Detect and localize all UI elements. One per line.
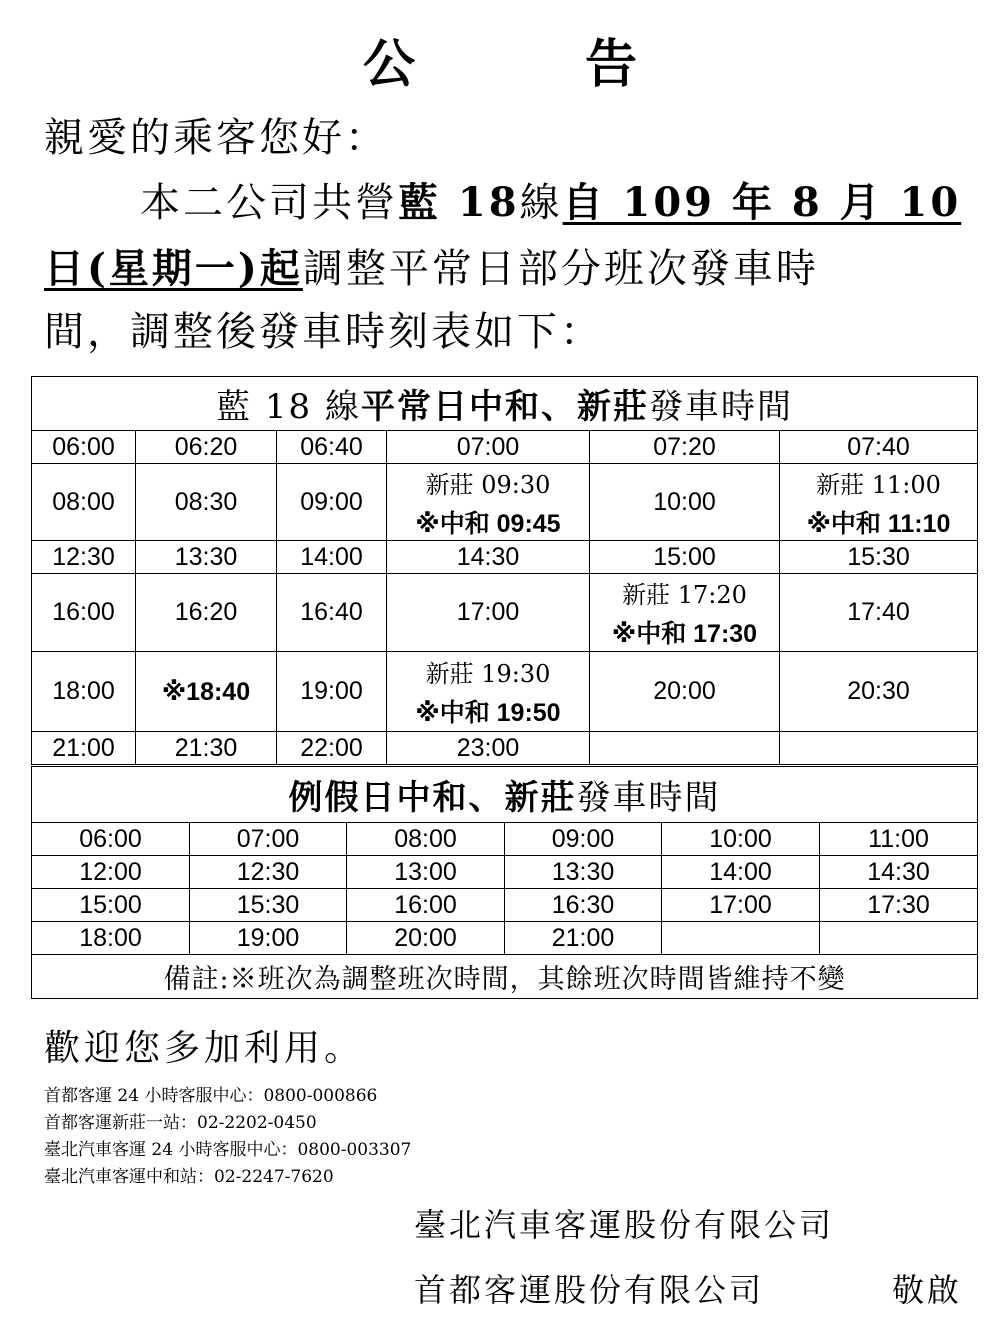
effective-date: 自 109 年 8 月 10 <box>562 179 962 226</box>
adjusted-time: ※中和 09:45 <box>415 509 561 538</box>
time-cell <box>32 541 136 574</box>
heading-bold: 例假日中和、新莊 <box>288 778 577 818</box>
time-value: 21:30 <box>174 733 238 762</box>
time-value: 20:30 <box>847 677 910 705</box>
time-value: 17:30 <box>867 890 930 919</box>
time-cell <box>32 464 136 541</box>
contact-line: 臺北汽車客運 24 小時客服中心：0800-003307 <box>44 1140 412 1160</box>
time-cell <box>780 652 978 732</box>
time-value: 13:00 <box>394 857 457 886</box>
time-value: 07:20 <box>653 432 716 461</box>
time-value: 06:00 <box>52 432 115 461</box>
time-cell <box>347 823 505 856</box>
time-value: 21:00 <box>52 733 115 762</box>
holiday-heading <box>32 767 978 823</box>
time-cell <box>780 732 978 765</box>
time-value: 08:30 <box>174 487 238 516</box>
time-cell <box>347 922 505 955</box>
depart-time-xinzhuang: 新莊 19:30 <box>425 660 551 688</box>
table-row <box>32 889 978 922</box>
time-cell <box>32 823 190 856</box>
time-cell <box>32 732 136 765</box>
time-cell <box>136 464 277 541</box>
time-value: 06:40 <box>300 432 363 461</box>
title-char-2: 告 <box>585 34 638 95</box>
table-row <box>32 431 978 464</box>
time-cell <box>505 823 662 856</box>
time-cell <box>32 889 190 922</box>
time-cell <box>387 652 590 732</box>
time-cell <box>277 652 387 732</box>
time-value: 06:00 <box>79 824 142 853</box>
time-cell <box>387 574 590 652</box>
time-cell <box>505 856 662 889</box>
weekday-timetable <box>31 376 978 765</box>
time-cell <box>32 922 190 955</box>
time-value: 19:00 <box>300 677 363 705</box>
time-cell <box>820 922 978 955</box>
time-value: 23:00 <box>456 733 520 762</box>
notice-title <box>0 22 1000 97</box>
time-value: 20:00 <box>394 923 457 952</box>
time-cell <box>780 574 978 652</box>
time-cell <box>277 464 387 541</box>
time-value: 22:00 <box>300 733 363 762</box>
note-text: 備註:※班次為調整班次時間，其餘班次時間皆維持不變 <box>163 964 846 995</box>
time-cell <box>32 431 136 464</box>
time-value: 07:00 <box>456 432 520 461</box>
time-value: 16:20 <box>174 598 238 626</box>
body-line-4: 間，調整後發車時刻表如下： <box>44 309 603 355</box>
time-value: 13:30 <box>174 542 238 571</box>
time-cell <box>505 922 662 955</box>
time-cell <box>136 431 277 464</box>
table-row <box>32 732 978 765</box>
time-value: 07:40 <box>847 432 910 461</box>
time-cell <box>820 889 978 922</box>
time-value: 12:00 <box>79 857 142 886</box>
body-line-2 <box>140 179 962 226</box>
time-value: 20:00 <box>653 677 716 705</box>
signature-company-2: 首都客運股份有限公司 <box>414 1271 765 1309</box>
contact-line: 首都客運新莊一站：02-2202-0450 <box>44 1113 317 1133</box>
adjusted-time: ※18:40 <box>161 677 251 706</box>
table-row <box>32 856 978 889</box>
time-value: 14:00 <box>300 542 363 571</box>
time-cell <box>136 732 277 765</box>
time-value: 21:00 <box>551 923 615 952</box>
adjusted-time: ※中和 11:10 <box>806 509 951 538</box>
holiday-timetable <box>31 766 978 999</box>
time-cell <box>590 732 780 765</box>
time-value: 15:00 <box>653 542 716 571</box>
time-value: 12:30 <box>236 857 300 886</box>
body-text: 線 <box>519 180 563 226</box>
table-row <box>32 464 978 541</box>
time-cell <box>662 889 820 922</box>
table-row <box>32 652 978 732</box>
title-char-1: 公 <box>362 34 415 95</box>
time-value: 09:00 <box>551 824 615 853</box>
signature-closing: 敬啟 <box>892 1271 963 1309</box>
time-cell <box>32 856 190 889</box>
time-cell <box>32 574 136 652</box>
timetable-note <box>32 955 978 999</box>
time-cell <box>820 856 978 889</box>
time-cell <box>136 541 277 574</box>
time-cell <box>277 431 387 464</box>
depart-time-xinzhuang: 新莊 17:20 <box>622 581 747 609</box>
time-cell <box>32 652 136 732</box>
time-value: 09:00 <box>300 487 363 516</box>
time-cell <box>662 823 820 856</box>
time-cell <box>387 732 590 765</box>
time-value: 16:00 <box>52 598 115 626</box>
time-cell <box>590 464 780 541</box>
time-value: 15:30 <box>236 890 300 919</box>
time-value: 17:00 <box>456 598 520 626</box>
time-value: 07:00 <box>236 824 300 853</box>
time-value: 12:30 <box>52 542 115 571</box>
time-value: 11:00 <box>868 824 929 853</box>
body-text: 本二公司共營 <box>140 180 398 226</box>
heading-text: 發車時間 <box>576 778 721 818</box>
time-cell <box>277 574 387 652</box>
time-cell <box>780 431 978 464</box>
time-cell <box>780 541 978 574</box>
table-row <box>32 922 978 955</box>
table-row <box>32 574 978 652</box>
heading-route: 藍 18 線 <box>216 387 361 427</box>
adjusted-time: ※中和 17:30 <box>611 620 758 648</box>
time-cell <box>277 541 387 574</box>
time-cell <box>136 652 277 732</box>
time-cell <box>662 922 820 955</box>
time-cell <box>820 823 978 856</box>
effective-date-cont: 日(星期一)起 <box>44 245 303 292</box>
body-line-3 <box>44 245 819 292</box>
adjusted-time: ※中和 19:50 <box>415 699 561 727</box>
time-cell <box>190 856 347 889</box>
depart-time-xinzhuang: 新莊 11:00 <box>816 470 941 499</box>
time-value: 18:00 <box>79 923 142 952</box>
heading-bold: 平常日中和、新莊 <box>360 387 649 427</box>
time-cell <box>190 922 347 955</box>
time-value: 10:00 <box>653 487 716 516</box>
time-cell <box>505 889 662 922</box>
time-value: 17:40 <box>847 598 910 626</box>
time-cell <box>590 652 780 732</box>
time-value: 08:00 <box>52 487 115 516</box>
time-cell <box>190 889 347 922</box>
welcome-text: 歡迎您多加利用。 <box>44 1028 365 1069</box>
time-cell <box>662 856 820 889</box>
time-value: 17:00 <box>709 890 772 919</box>
table-row <box>32 823 978 856</box>
depart-time-xinzhuang: 新莊 09:30 <box>425 470 551 499</box>
time-cell <box>347 856 505 889</box>
contact-line: 首都客運 24 小時客服中心：0800-000866 <box>44 1086 378 1106</box>
time-cell <box>136 574 277 652</box>
contact-line: 臺北汽車客運中和站：02-2247-7620 <box>44 1167 334 1187</box>
weekday-heading <box>32 377 978 431</box>
time-value: 14:30 <box>456 542 520 571</box>
time-value: 13:30 <box>551 857 615 886</box>
time-cell <box>277 732 387 765</box>
time-cell <box>590 541 780 574</box>
time-value: 18:00 <box>52 677 115 705</box>
time-cell <box>780 464 978 541</box>
time-cell <box>387 431 590 464</box>
table-row <box>32 541 978 574</box>
time-value: 16:40 <box>300 598 363 626</box>
time-value: 10:00 <box>709 824 772 853</box>
time-cell <box>347 889 505 922</box>
time-value: 15:30 <box>847 542 910 571</box>
route-name: 藍 18 <box>398 179 520 226</box>
time-value: 16:30 <box>551 890 615 919</box>
time-value: 14:00 <box>709 857 772 886</box>
time-cell <box>590 431 780 464</box>
time-value: 08:00 <box>394 824 457 853</box>
time-value: 06:20 <box>174 432 238 461</box>
time-value: 14:30 <box>867 857 930 886</box>
body-text: 調整平常日部分班次發車時 <box>302 246 819 292</box>
time-cell <box>590 574 780 652</box>
time-value: 19:00 <box>236 923 300 952</box>
time-cell <box>190 823 347 856</box>
time-cell <box>387 541 590 574</box>
signature-company-1: 臺北汽車客運股份有限公司 <box>414 1206 835 1244</box>
time-cell <box>387 464 590 541</box>
heading-text: 發車時間 <box>648 387 793 427</box>
time-value: 16:00 <box>394 890 457 919</box>
time-value: 15:00 <box>79 890 142 919</box>
greeting: 親愛的乘客您好： <box>44 115 388 161</box>
